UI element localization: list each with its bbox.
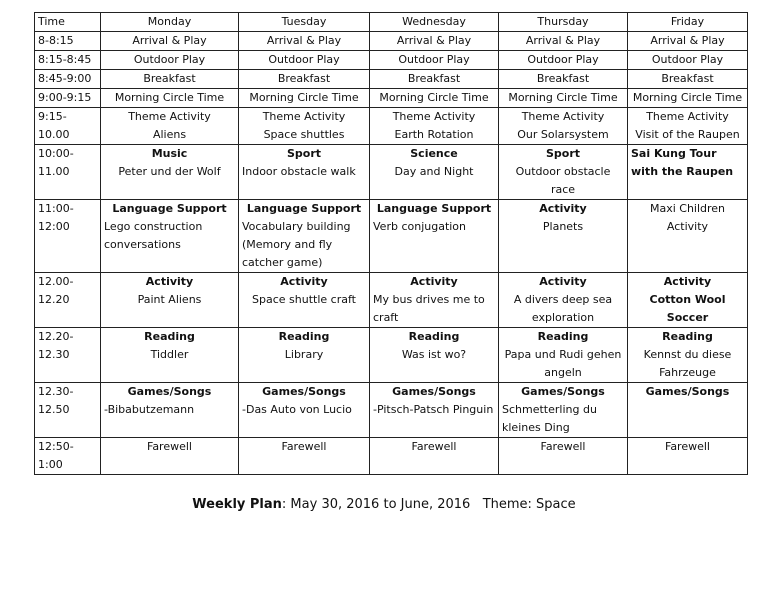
activity-title: Activity (539, 202, 587, 215)
activity-detail: Space shuttles (263, 128, 345, 141)
activity-detail: Indoor obstacle walk (242, 165, 356, 178)
table-row (35, 438, 748, 475)
cell-tuesday (239, 51, 370, 70)
cell-thursday (499, 145, 628, 200)
activity-detail: Visit of the Raupen (635, 128, 740, 141)
time-slot: 8-8:15 (35, 32, 101, 51)
activity-detail: A divers deep sea exploration (513, 293, 613, 324)
time-slot: 12.20-12.30 (35, 328, 101, 383)
activity-detail: Morning Circle Time (508, 91, 618, 104)
activity-title: Language Support (112, 202, 227, 215)
cell-wednesday (370, 70, 499, 89)
header-wednesday: Wednesday (370, 13, 499, 32)
cell-friday (628, 70, 748, 89)
activity-detail: Papa und Rudi gehen angeln (504, 348, 622, 379)
cell-wednesday (370, 32, 499, 51)
cell-wednesday (370, 89, 499, 108)
time-slot: 8:45-9:00 (35, 70, 101, 89)
cell-friday (628, 438, 748, 475)
activity-detail: Breakfast (277, 72, 331, 85)
cell-friday (628, 145, 748, 200)
activity-title: Games/Songs (521, 385, 605, 398)
activity-title: Activity (280, 275, 328, 288)
activity-detail: My bus drives me to craft (373, 293, 485, 324)
activity-detail: Paint Aliens (137, 293, 202, 306)
activity-title: Activity (145, 275, 194, 288)
activity-title: Activity (410, 275, 458, 288)
header-friday: Friday (628, 13, 748, 32)
caption-label: Weekly Plan (192, 497, 282, 512)
activity-detail: Outdoor Play (268, 53, 340, 66)
cell-wednesday (370, 51, 499, 70)
activity-detail: Arrival & Play (266, 34, 342, 47)
cell-thursday (499, 89, 628, 108)
activity-detail: -Pitsch-Patsch Pinguin (373, 403, 494, 416)
activity-detail: Our Solarsystem (517, 128, 609, 141)
table-row (35, 70, 748, 89)
cell-wednesday (370, 200, 499, 273)
cell-tuesday (239, 273, 370, 328)
cell-thursday (499, 273, 628, 328)
activity-detail: Outdoor Play (133, 53, 206, 66)
activity-detail: Schmetterling du kleines Ding (502, 403, 597, 434)
cell-monday (101, 51, 239, 70)
table-row (35, 145, 748, 200)
cell-monday (101, 438, 239, 475)
cell-tuesday (239, 32, 370, 51)
time-slot: 12.00-12.20 (35, 273, 101, 328)
cell-monday (101, 32, 239, 51)
activity-detail: Farewell (411, 440, 457, 453)
activity-detail: Arrival & Play (650, 34, 725, 47)
activity-detail: Theme Activity (262, 110, 346, 123)
cell-monday (101, 328, 239, 383)
activity-detail: Maxi Children Activity (649, 202, 726, 233)
header-thursday: Thursday (499, 13, 628, 32)
activity-detail: Vocabulary building (Memory and fly catcher game) (242, 220, 351, 269)
activity-title: Activity (539, 275, 587, 288)
activity-detail: Space shuttle craft (252, 293, 356, 306)
cell-monday (101, 383, 239, 438)
table-row (35, 51, 748, 70)
activity-title: Reading (278, 330, 330, 343)
activity-detail: Outdoor obstacle race (515, 165, 611, 196)
activity-detail: Aliens (152, 128, 187, 141)
activity-detail: Library (284, 348, 324, 361)
activity-detail: Kennst du diese Fahrzeuge (643, 348, 732, 379)
activity-detail: Arrival & Play (525, 34, 601, 47)
activity-detail: Farewell (540, 440, 586, 453)
table-row (35, 273, 748, 328)
activity-detail: Day and Night (394, 165, 474, 178)
cell-friday (628, 273, 748, 328)
activity-detail: Was ist wo? (401, 348, 467, 361)
table-row (35, 328, 748, 383)
activity-title: Reading (408, 330, 460, 343)
activity-detail: Morning Circle Time (249, 91, 359, 104)
activity-title: Science (410, 147, 458, 160)
activity-detail: Farewell (281, 440, 327, 453)
cell-tuesday (239, 200, 370, 273)
activity-detail: Farewell (147, 440, 192, 453)
table-row (35, 32, 748, 51)
activity-title: Reading (537, 330, 589, 343)
cell-wednesday (370, 273, 499, 328)
activity-detail: Outdoor Play (651, 53, 724, 66)
cell-thursday (499, 70, 628, 89)
activity-title: Sport (545, 147, 581, 160)
activity-detail: Morning Circle Time (114, 91, 225, 104)
activity-detail: Lego construction conversations (104, 220, 203, 251)
activity-detail: -Das Auto von Lucio (242, 403, 352, 416)
cell-tuesday (239, 108, 370, 145)
activity-detail: Breakfast (536, 72, 590, 85)
cell-friday (628, 108, 748, 145)
cell-friday (628, 51, 748, 70)
activity-detail: Earth Rotation (394, 128, 474, 141)
activity-detail: Planets (542, 220, 584, 233)
cell-monday (101, 200, 239, 273)
cell-tuesday (239, 145, 370, 200)
cell-thursday (499, 32, 628, 51)
weekly-plan-caption (0, 497, 768, 512)
cell-tuesday (239, 383, 370, 438)
time-slot: 8:15-8:45 (35, 51, 101, 70)
activity-detail: Outdoor Play (398, 53, 470, 66)
table-row (35, 383, 748, 438)
time-slot: 9:15-10.00 (35, 108, 101, 145)
activity-detail: -Bibabutzemann (104, 403, 195, 416)
activity-detail: Arrival & Play (132, 34, 207, 47)
cell-monday (101, 70, 239, 89)
time-slot: 10:00-11.00 (35, 145, 101, 200)
activity-detail: Theme Activity (392, 110, 476, 123)
activity-title: Language Support (246, 202, 362, 215)
activity-detail: Outdoor Play (527, 53, 599, 66)
schedule-body (35, 32, 748, 475)
cell-monday (101, 273, 239, 328)
activity-detail: Peter und der Wolf (118, 165, 221, 178)
activity-detail: Breakfast (661, 72, 714, 85)
caption-text: : May 30, 2016 to June, 2016 Theme: Space (281, 497, 576, 512)
activity-detail: Breakfast (407, 72, 461, 85)
cell-tuesday (239, 70, 370, 89)
activity-title: Games/Songs (262, 385, 346, 398)
cell-wednesday (370, 108, 499, 145)
header-time: Time (35, 13, 101, 32)
cell-monday (101, 108, 239, 145)
activity-title: Reading (144, 330, 195, 343)
cell-friday (628, 200, 748, 273)
activity-detail: Morning Circle Time (632, 91, 743, 104)
activity-detail: Tiddler (150, 348, 189, 361)
cell-tuesday (239, 328, 370, 383)
activity-title: Games/Songs (127, 385, 212, 398)
cell-tuesday (239, 438, 370, 475)
table-row (35, 89, 748, 108)
cell-thursday (499, 438, 628, 475)
cell-thursday (499, 383, 628, 438)
cell-friday (628, 328, 748, 383)
cell-monday (101, 89, 239, 108)
cell-friday (628, 89, 748, 108)
cell-thursday (499, 200, 628, 273)
time-slot: 12:50-1:00 (35, 438, 101, 475)
activity-title: Sai Kung Tour with the Raupen (631, 147, 734, 178)
cell-wednesday (370, 383, 499, 438)
header-row (35, 13, 748, 32)
activity-title: Games/Songs (392, 385, 476, 398)
cell-thursday (499, 108, 628, 145)
time-slot: 9:00-9:15 (35, 89, 101, 108)
activity-title: Cotton Wool Soccer (649, 293, 726, 324)
activity-detail: Morning Circle Time (379, 91, 489, 104)
activity-title: Language Support (376, 202, 492, 215)
cell-thursday (499, 328, 628, 383)
cell-friday (628, 32, 748, 51)
cell-friday (628, 383, 748, 438)
header-monday: Monday (101, 13, 239, 32)
table-row (35, 108, 748, 145)
activity-detail: Theme Activity (521, 110, 605, 123)
activity-detail: Arrival & Play (396, 34, 472, 47)
table-row (35, 200, 748, 273)
activity-detail: Farewell (665, 440, 710, 453)
activity-title: Games/Songs (645, 385, 730, 398)
cell-tuesday (239, 89, 370, 108)
activity-title: Sport (286, 147, 322, 160)
activity-title: Music (151, 147, 188, 160)
cell-thursday (499, 51, 628, 70)
header-tuesday: Tuesday (239, 13, 370, 32)
activity-title: Reading (662, 330, 713, 343)
weekly-schedule-table (34, 12, 748, 475)
activity-detail: Breakfast (143, 72, 196, 85)
activity-detail: Theme Activity (646, 110, 729, 123)
cell-wednesday (370, 438, 499, 475)
activity-title: Activity (663, 275, 712, 288)
cell-monday (101, 145, 239, 200)
cell-wednesday (370, 328, 499, 383)
cell-wednesday (370, 145, 499, 200)
time-slot: 12.30-12.50 (35, 383, 101, 438)
time-slot: 11:00-12:00 (35, 200, 101, 273)
activity-detail: Verb conjugation (373, 220, 467, 233)
activity-detail: Theme Activity (128, 110, 211, 123)
